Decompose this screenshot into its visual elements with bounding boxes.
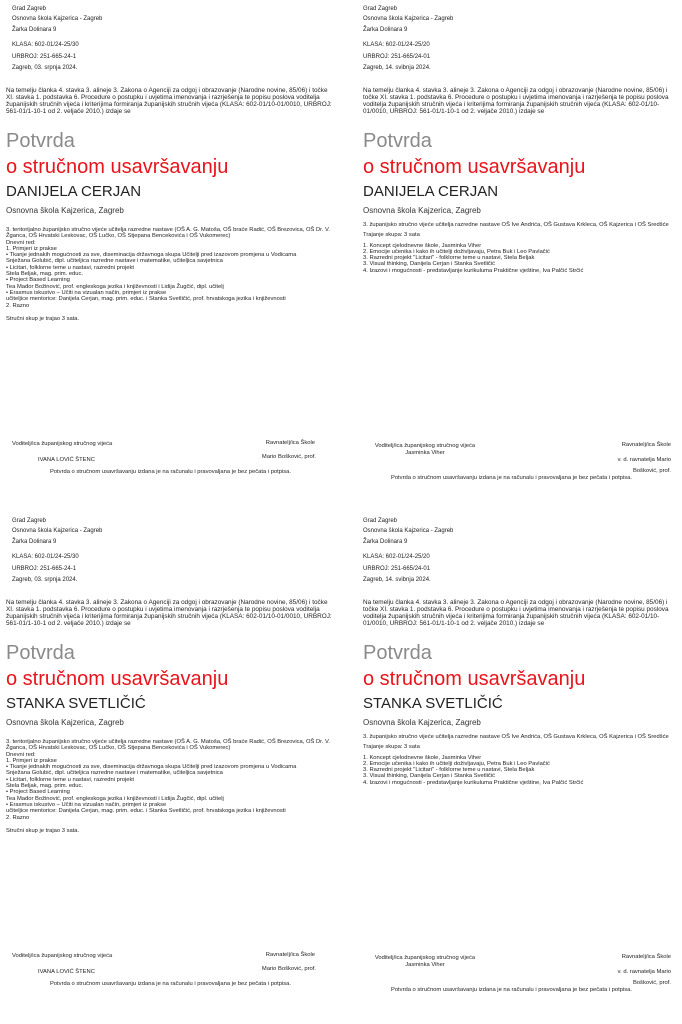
city-line: Grad Zagreb (363, 6, 398, 12)
agenda-line: Stela Beljak, mag. prim. educ. (6, 783, 84, 790)
agenda-line: 2. Razno (6, 814, 30, 821)
legal-basis-paragraph: Na temelju članka 4. stavka 3. alineje 3. Zakona o Agenciji za odgoj i obrazovanje (Narodne novine, 85/06) i točke XI. stavka 1. podstavka 6. Procedure o postupku i uvjetima imenovanja i razrješenja te popisu poslova voditelja županijskih stručnih vijeća i kriterijima formiranja županijskih stručnih vijeća (KLASA: 602-01/10-01/0010, URBROJ: 561-01/1-10-1 od 2. veljače 2010.) izdaje se (363, 87, 669, 115)
address-line: Žarka Dolinara 9 (12, 539, 57, 545)
school-header: Osnovna škola Kajzerica - Zagreb (12, 528, 103, 534)
city-line: Grad Zagreb (12, 518, 47, 524)
director-title: Ravnatelj/ica Škole (265, 440, 315, 446)
certificate-title: Potvrda (6, 130, 75, 152)
spacer (6, 309, 333, 316)
urbroj-line: URBROJ: 251-665-24-1 (12, 54, 77, 60)
agenda-line: 3. Visual thinking, Danijela Cerjan i Stanka Svetličić (363, 261, 496, 268)
urbroj-line: URBROJ: 251-665/24-01 (363, 54, 431, 60)
recipient-name: DANIJELA CERJAN (363, 183, 499, 200)
agenda-line: 3. Razredni projekt "Licitari" - folklorne teme u nastavi, Stela Beljak (363, 255, 535, 262)
certificate-body (363, 222, 676, 274)
director-name: v. d. ravnatelja Mario Bošković, prof. (617, 969, 671, 986)
klasa-line: KLASA: 602-01/24-25/20 (363, 42, 430, 48)
legal-basis-paragraph: Na temelju članka 4. stavka 3. alineje 3. Zakona o Agenciji za odgoj i obrazovanje (Narodne novine, 85/06) i točke XI. stavka 1. podstavka 6. Procedure o postupku i uvjetima imenovanja i razrješenja te popisu poslova voditelja županijskih stručnih vijeća i kriterijima formiranja županijskih stručnih vijeća (KLASA: 602-01/10-01/0010, URBROJ: 561-01/1-10-1 od 2. veljače 2010.) izdaje se (363, 599, 669, 627)
agenda-line: Snježana Golubić, dipl. učiteljica razredne nastave i matematike, učiteljica savjetnica (6, 258, 223, 265)
agenda-line: 3. Visual thinking, Danijela Cerjan i Stanka Svetličić (363, 773, 496, 780)
urbroj-line: URBROJ: 251-665/24-01 (363, 566, 431, 572)
recipient-school: Osnovna škola Kajzerica, Zagreb (363, 206, 481, 215)
agenda-line: Dnevni red: (6, 239, 36, 246)
date-line: Zagreb, 14. svibnja 2024. (363, 577, 431, 583)
agenda-line: 1. Koncept cjelodnevne škole, Jasminka Viher (363, 754, 482, 761)
agenda-line: 1. Primjeri iz prakse (6, 757, 57, 764)
recipient-school: Osnovna škola Kajzerica, Zagreb (6, 718, 124, 727)
agenda-line: • Erasmus iskustvo – Učiti na vizualan način, primjeri iz prakse (6, 289, 167, 296)
recipient-name: STANKA SVETLIČIĆ (363, 695, 503, 712)
city-line: Grad Zagreb (363, 518, 398, 524)
school-header: Osnovna škola Kajzerica - Zagreb (363, 528, 454, 534)
certificate-subtitle: o stručnom usavršavanju (6, 156, 229, 178)
agenda-line: 2. Emocije učenika i kako ih učitelji doživljavaju, Petra Buk i Leo Pavlačić (363, 248, 550, 255)
klasa-line: KLASA: 602-01/24-25/20 (363, 554, 430, 560)
council-description: 3. županijsko stručno vijeće učitelja razredne nastave OŠ Ive Andrića, OŠ Gustava Krkleca, OŠ Kajzerica i OŠ Sredšće (363, 734, 669, 740)
agenda-line: Tea Mađor Božinović, prof. engleskoga jezika i književnosti i Lidija Žugčić, dipl. učitelj (6, 283, 224, 290)
council-description: 3. teritorijalno županijsko stručno vijeće učitelja razredne nastave (OŠ A. G. Matoša, OŠ braće Radić, OŠ Brezovica, OŠ Dr. V. Žganca, OŠ Hrvatski Leskovac, OŠ Lučko, OŠ Stjepana Bencekovića i OŠ Vukomerec) (6, 227, 330, 240)
footer-note: Potvrda o stručnom usavršavanju izdana je na računalu i pravovaljana je bez pečata i potpisa. (390, 987, 633, 993)
legal-basis-paragraph: Na temelju članka 4. stavka 3. alineje 3. Zakona o Agenciji za odgoj i obrazovanje (Narodne novine, 85/06) i točke XI. stavka 1. podstavka 6. Procedure o postupku i uvjetima imenovanja i razrješenja te popisu poslova voditelja županijskih stručnih vijeća i kriterijima formiranja županijskih stručnih vijeća (KLASA: 602-01/10-01/0010, URBROJ: 561-01/1-10-1 od 2. veljače 2010.) izdaje se (6, 87, 332, 115)
agenda-line: 4. Izazovi i mogućnosti - predstavljanje kurikuluma Praktične vještine, Iva Palčić Strčić (363, 779, 584, 786)
certificate (0, 0, 341, 512)
agenda-line: učiteljice mentorice: Danijela Cerjan, mag. prim. educ. i Stanka Svetličić, prof. hrvatskoga jezika i književnosti (6, 296, 286, 303)
certificate (0, 512, 341, 1024)
director-title: Ravnatelj/ica Škole (265, 952, 315, 958)
agenda-line: Dnevni red: (6, 751, 36, 758)
certificate-title: Potvrda (363, 642, 432, 664)
director-title: Ravnatelj/ica Škole (621, 442, 671, 448)
agenda-line: Stela Beljak, mag. prim. educ. (6, 271, 84, 278)
director-title: Ravnatelj/ica Škole (621, 954, 671, 960)
certificate-title: Potvrda (363, 130, 432, 152)
klasa-line: KLASA: 602-01/24-25/30 (12, 554, 79, 560)
agenda-line: • Erasmus iskustvo – Učiti na vizualan način, primjeri iz prakse (6, 801, 167, 808)
agenda-line: 3. Razredni projekt "Licitari" - folklorne teme u nastavi, Stela Beljak (363, 767, 535, 774)
leader-name: Jasminka Viher (405, 450, 445, 456)
duration-line: Trajanje skupa: 3 sata (363, 744, 420, 751)
agenda-line: 1. Primjeri iz prakse (6, 245, 57, 252)
agenda-line: • Project Based Learning (6, 277, 70, 284)
council-description: 3. županijsko stručno vijeće učitelja razredne nastave OŠ Ive Andrića, OŠ Gustava Krkleca, OŠ Kajzerica i OŠ Sredšće (363, 222, 669, 228)
recipient-school: Osnovna škola Kajzerica, Zagreb (6, 206, 124, 215)
leader-title: Voditelj/ica županijskog stručnog vijeća (374, 955, 476, 961)
date-line: Zagreb, 14. svibnja 2024. (363, 65, 431, 71)
agenda-line: • Licitari, folklorne teme u nastavi, razredni projekt (6, 776, 135, 783)
certificate-subtitle: o stručnom usavršavanju (363, 668, 586, 690)
spacer (6, 821, 333, 828)
leader-name: IVANA LOVIĆ ŠTENC (38, 457, 95, 463)
leader-name: IVANA LOVIĆ ŠTENC (38, 969, 95, 975)
leader-name: Jasminka Viher (405, 962, 445, 968)
leader-title: Voditelj/ica županijskog stručnog vijeća (374, 443, 476, 449)
leader-title: Voditelj/ica županijskog stručnog vijeća (12, 953, 113, 959)
school-header: Osnovna škola Kajzerica - Zagreb (363, 16, 454, 22)
certificate-subtitle: o stručnom usavršavanju (363, 156, 586, 178)
address-line: Žarka Dolinara 9 (363, 539, 408, 545)
agenda-line: 4. Izazovi i mogućnosti - predstavljanje kurikuluma Praktične vještine, Iva Palčić Strčić (363, 267, 584, 274)
council-description: 3. teritorijalno županijsko stručno vijeće učitelja razredne nastave (OŠ A. G. Matoša, OŠ braće Radić, OŠ Brezovica, OŠ Dr. V. Žganca, OŠ Hrvatski Leskovac, OŠ Lučko, OŠ Stjepana Bencekovića i OŠ Vukomerec) (6, 739, 330, 752)
address-line: Žarka Dolinara 9 (363, 27, 408, 33)
director-name: Mario Bošković, prof. (261, 454, 316, 460)
agenda-line: 2. Razno (6, 302, 30, 309)
closing-line: Stručni skup je trajao 3 sata. (6, 315, 80, 322)
agenda-line: Tea Mađor Božinović, prof. engleskoga jezika i književnosti i Lidija Žugčić, dipl. učitelj (6, 795, 224, 802)
address-line: Žarka Dolinara 9 (12, 27, 57, 33)
certificate-subtitle: o stručnom usavršavanju (6, 668, 229, 690)
recipient-school: Osnovna škola Kajzerica, Zagreb (363, 718, 481, 727)
school-header: Osnovna škola Kajzerica - Zagreb (12, 16, 103, 22)
footer-note: Potvrda o stručnom usavršavanju izdana je na računalu i pravovaljana je bez pečata i potpisa. (49, 469, 292, 475)
certificate-body (6, 227, 333, 322)
agenda-line: 2. Emocije učenika i kako ih učitelji doživljavaju, Petra Buk i Leo Pavlačić (363, 760, 550, 767)
certificate (341, 512, 682, 1024)
agenda-line: • Project Based Learning (6, 789, 70, 796)
certificate-title: Potvrda (6, 642, 75, 664)
certificate (341, 0, 682, 512)
agenda-line: • Tkanje jednakih mogućnosti za sve, diseminacija državnoga skupa Učitelji pred izazovom promjena u Vodicama (6, 764, 297, 771)
legal-basis-paragraph: Na temelju članka 4. stavka 3. alineje 3. Zakona o Agenciji za odgoj i obrazovanje (Narodne novine, 85/06) i točke XI. stavka 1. podstavka 6. Procedure o postupku i uvjetima imenovanja i razrješenja te popisu poslova voditelja županijskih stručnih vijeća i kriterijima formiranja županijskih stručnih vijeća (KLASA: 602-01/10-01/0010, URBROJ: 561-01/1-10-1 od 2. veljače 2010.) izdaje se (6, 599, 332, 627)
director-name: Mario Bošković, prof. (261, 966, 316, 972)
date-line: Zagreb, 03. srpnja 2024. (12, 65, 78, 71)
certificate-body (363, 734, 676, 786)
director-name: v. d. ravnatelja Mario Bošković, prof. (617, 457, 671, 474)
footer-note: Potvrda o stručnom usavršavanju izdana je na računalu i pravovaljana je bez pečata i potpisa. (390, 475, 633, 481)
city-line: Grad Zagreb (12, 6, 47, 12)
agenda-line: • Licitari, folklorne teme u nastavi, razredni projekt (6, 264, 135, 271)
footer-note: Potvrda o stručnom usavršavanju izdana je na računalu i pravovaljana je bez pečata i potpisa. (49, 981, 292, 987)
recipient-name: DANIJELA CERJAN (6, 183, 142, 200)
certificate-body (6, 739, 333, 834)
agenda-line: Snježana Golubić, dipl. učiteljica razredne nastave i matematike, učiteljica savjetnica (6, 770, 223, 777)
date-line: Zagreb, 03. srpnja 2024. (12, 577, 78, 583)
closing-line: Stručni skup je trajao 3 sata. (6, 827, 80, 834)
urbroj-line: URBROJ: 251-665-24-1 (12, 566, 77, 572)
agenda-line: 1. Koncept cjelodnevne škole, Jasminka Viher (363, 242, 482, 249)
agenda-line: učiteljice mentorice: Danijela Cerjan, mag. prim. educ. i Stanka Svetličić, prof. hrvatskoga jezika i književnosti (6, 808, 286, 815)
klasa-line: KLASA: 602-01/24-25/30 (12, 42, 79, 48)
duration-line: Trajanje skupa: 3 sata (363, 232, 420, 239)
recipient-name: STANKA SVETLIČIĆ (6, 695, 146, 712)
leader-title: Voditelj/ica županijskog stručnog vijeća (12, 441, 113, 447)
agenda-line: • Tkanje jednakih mogućnosti za sve, diseminacija državnoga skupa Učitelji pred izazovom promjena u Vodicama (6, 252, 297, 259)
